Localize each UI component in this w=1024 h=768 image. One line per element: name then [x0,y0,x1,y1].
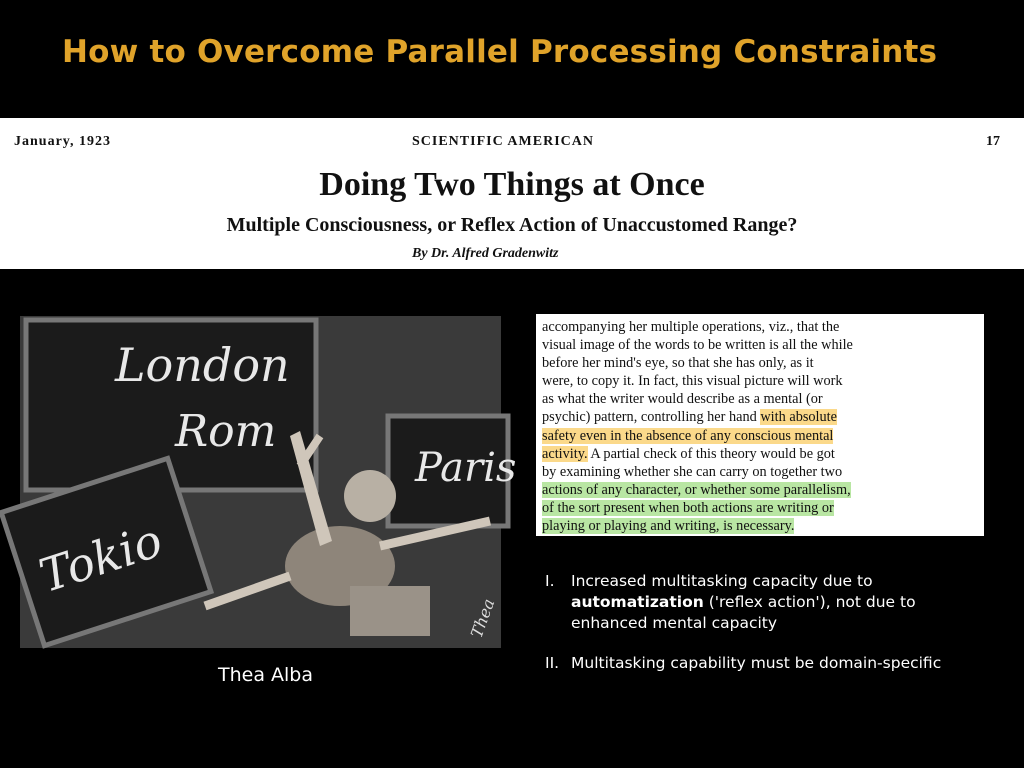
slide-title: How to Overcome Parallel Processing Constraints [62,34,938,70]
point-2 [545,653,985,674]
board-word-paris: Paris [415,445,517,491]
photo-caption: Thea Alba [218,664,313,686]
excerpt-line [542,499,978,517]
article-byline: By Dr. Alfred Gradenwitz [412,246,559,261]
article-banner [0,118,1024,269]
thea-alba-photo [20,316,517,648]
photo-illustration [20,316,517,648]
excerpt-line [542,481,978,499]
point-emphasis: automatization [571,593,704,611]
excerpt-highlight-green: playing or playing and writing, is necessary. [542,518,795,535]
excerpt-line: before her mind's eye, so that she has only, as it [542,355,814,372]
article-subheadline: Multiple Consciousness, or Reflex Action of Unaccustomed Range? [226,214,798,236]
point-text: Increased multitasking capacity due to [571,572,873,590]
article-date: January, 1923 [14,134,112,149]
article-excerpt [536,314,984,536]
excerpt-highlight-green: actions of any character, or whether some parallelism, [542,481,851,498]
excerpt-line [542,517,978,535]
excerpt-highlight-yellow: activity. [542,445,588,462]
excerpt-line [542,408,978,426]
excerpt-line [542,445,978,463]
board-word-tokio: Tokio [32,512,169,603]
excerpt-line: by examining whether she can carry on together two [542,463,843,480]
photo-signature: Thea [466,596,499,641]
article-publication: SCIENTIFIC AMERICAN [412,134,594,149]
board-word-london: London [115,338,290,392]
excerpt-line: as what the writer would describe as a mental (or [542,391,823,408]
article-headline: Doing Two Things at Once [319,166,705,203]
excerpt-text: psychic) pattern, controlling her hand [542,409,761,426]
point-text: Multitasking capability must be domain-specific [571,654,942,672]
excerpt-line [542,427,978,445]
excerpt-line: were, to copy it. In fact, this visual picture will work [542,373,843,390]
excerpt-line: visual image of the words to be written is all the while [542,337,853,354]
point-text: ('reflex action'), not due to enhanced mental capacity [571,593,916,632]
excerpt-highlight-yellow: safety even in the absence of any conscious mental [542,427,834,444]
excerpt-highlight-yellow: with absolute [760,409,837,426]
key-points [545,571,985,674]
article-page-number: 17 [986,134,1000,149]
excerpt-highlight-green: of the sort present when both actions are writing or [542,499,834,516]
excerpt-text: A partial check of this theory would be got [587,445,835,462]
excerpt-line: accompanying her multiple operations, viz., that the [542,319,840,335]
point-number: II. [545,654,560,672]
point-number: I. [545,572,555,590]
point-1 [545,571,985,634]
board-word-rom: Rom [175,406,277,457]
